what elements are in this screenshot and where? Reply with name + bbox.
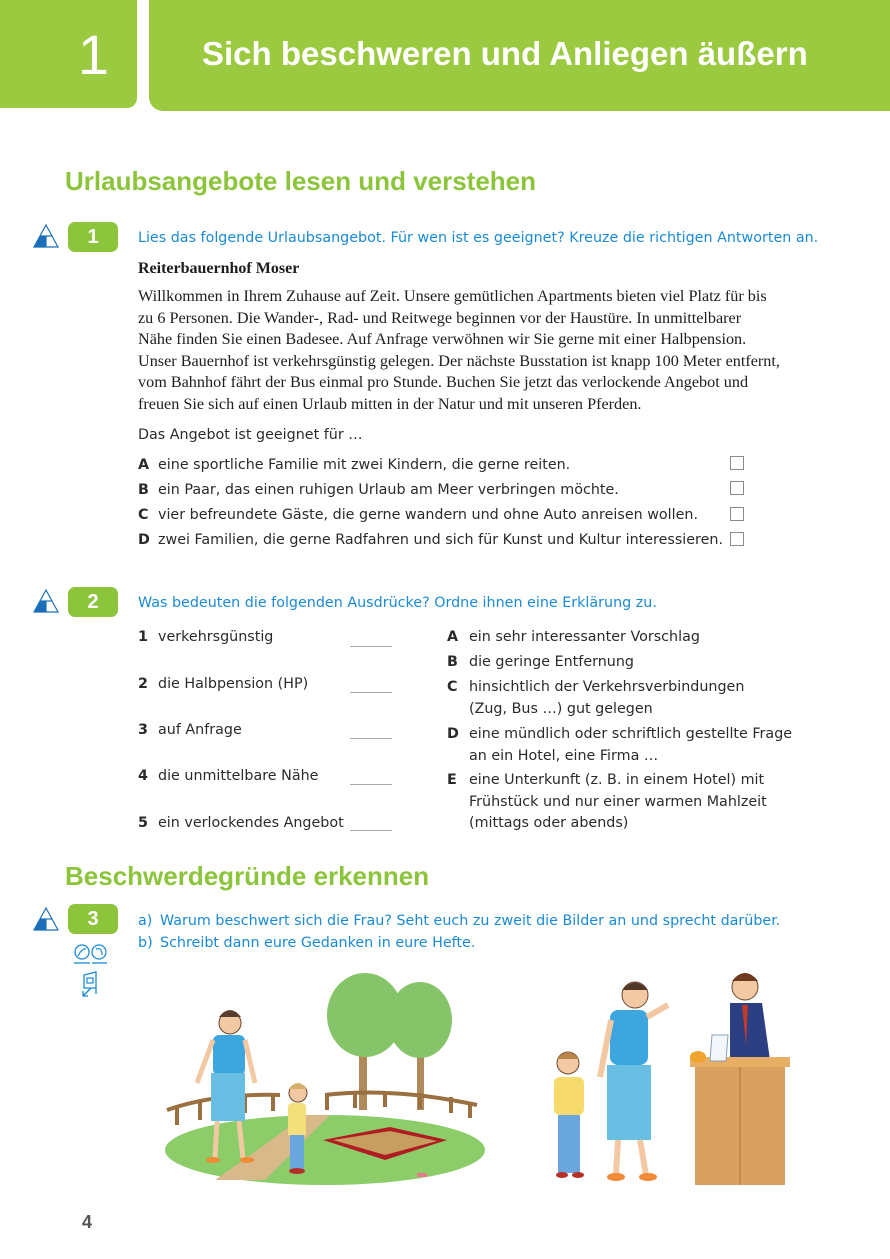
page-number: 4: [82, 1212, 93, 1232]
definition-line: an ein Hotel, eine Firma …: [469, 747, 659, 764]
exercise-number-2: 2: [68, 587, 118, 617]
task-text: Warum beschwert sich die Frau? Seht euch zu zweit die Bilder an und sprecht darüber.: [160, 913, 781, 929]
term-text: verkehrsgünstig: [158, 629, 274, 645]
ad-line: freuen Sie sich auf einen Urlaub mitten in der Natur und mit unseren Pferden.: [138, 394, 642, 413]
option-letter: D: [138, 532, 150, 548]
checkbox-b[interactable]: [730, 481, 744, 495]
term-3: [138, 722, 242, 738]
definition-line: (mittags oder abends): [469, 815, 629, 831]
option-b: [138, 482, 619, 498]
ad-line: vom Bahnhof fährt der Bus einmal pro Stunde. Buchen Sie jetzt das verlockende Angebot und: [138, 373, 749, 392]
option-letter: A: [138, 457, 150, 473]
checkbox-c[interactable]: [730, 507, 744, 521]
exercise-number-1: 1: [68, 222, 118, 252]
exercise-2-instruction: Was bedeuten die folgenden Ausdrücke? Ordne ihnen eine Erklärung zu.: [138, 595, 657, 611]
section-heading-urlaub: Urlaubsangebote lesen und verstehen: [65, 166, 537, 196]
option-text: eine sportliche Familie mit zwei Kindern, die gerne reiten.: [158, 457, 571, 473]
task-a: [138, 913, 780, 929]
term-text: die Halbpension (HP): [158, 676, 309, 692]
ad-line: Nähe finden Sie einen Badesee. Auf Anfrage verwöhnen wir Sie gerne mit einer Halbpension.: [138, 330, 747, 349]
definition-a: [447, 627, 700, 649]
checkbox-d[interactable]: [730, 532, 744, 546]
definition-line: (Zug, Bus …) gut gelegen: [469, 700, 653, 717]
answer-blank-2[interactable]: [350, 692, 392, 693]
term-2: [138, 676, 308, 692]
option-c: [138, 507, 698, 523]
difficulty-triangle-icon: [33, 589, 59, 613]
term-5: [138, 815, 344, 831]
option-text: vier befreundete Gäste, die gerne wandern und ohne Auto anreisen wollen.: [158, 507, 699, 523]
ad-line: Unser Bauernhof ist verkehrsgünstig gelegen. Der nächste Busstation ist knapp 100 Meter entfernt,: [138, 351, 780, 370]
option-text: ein Paar, das einen ruhigen Urlaub am Meer verbringen möchte.: [158, 482, 619, 498]
definition-letter: D: [447, 726, 459, 742]
term-number: 3: [138, 722, 148, 738]
definition-line: Frühstück und nur einer warmen Mahlzeit: [469, 793, 767, 810]
task-text: Schreibt dann eure Gedanken in eure Hefte.: [160, 935, 476, 951]
definition-letter: A: [447, 629, 459, 645]
definition-letter: E: [447, 772, 457, 788]
ad-body: [138, 286, 828, 416]
pair-work-icon: [72, 943, 110, 965]
option-d: [138, 532, 723, 548]
option-letter: B: [138, 482, 149, 498]
section-heading-beschwerde: Beschwerdegründe erkennen: [65, 861, 430, 891]
definition-b: [447, 652, 634, 674]
term-text: auf Anfrage: [158, 722, 242, 738]
chapter-title: Sich beschweren und Anliegen äußern: [149, 0, 890, 111]
difficulty-triangle-icon: [33, 224, 59, 248]
illustration-park-sandbox: [155, 965, 495, 1190]
task-b: [138, 935, 475, 951]
definition-letter: B: [447, 654, 458, 670]
definition-line: hinsichtlich der Verkehrsverbindungen: [469, 679, 745, 695]
ad-title: Reiterbauernhof Moser: [138, 260, 300, 277]
definition-letter: C: [447, 679, 458, 695]
option-letter: C: [138, 507, 149, 523]
ad-line: Willkommen in Ihrem Zuhause auf Zeit. Unsere gemütlichen Apartments bieten viel Platz für bis: [138, 287, 767, 305]
term-4: [138, 768, 318, 784]
exercise-number-3: 3: [68, 904, 118, 934]
definition-line: die geringe Entfernung: [469, 654, 635, 670]
term-text: ein verlockendes Angebot: [158, 815, 344, 831]
answer-blank-3[interactable]: [350, 738, 392, 739]
answer-blank-5[interactable]: [350, 830, 392, 831]
answer-blank-1[interactable]: [350, 646, 392, 647]
definition-c: [447, 677, 744, 720]
options-lead: Das Angebot ist geeignet für …: [138, 427, 363, 443]
term-number: 4: [138, 768, 148, 784]
ad-line: zu 6 Personen. Die Wander-, Rad- und Reitwege beginnen vor der Haustüre. In unmittelbarer: [138, 308, 742, 327]
definition-line: eine mündlich oder schriftlich gestellte Frage: [469, 726, 793, 742]
term-number: 5: [138, 815, 148, 831]
difficulty-triangle-icon: [33, 907, 59, 931]
task-label: a): [138, 913, 153, 929]
term-text: die unmittelbare Nähe: [158, 768, 319, 784]
term-number: 2: [138, 676, 148, 692]
definition-line: eine Unterkunft (z. B. in einem Hotel) mit: [469, 772, 765, 788]
exercise-1-instruction: Lies das folgende Urlaubsangebot. Für wen ist es geeignet? Kreuze die richtigen Antworten an.: [138, 230, 819, 246]
option-a: [138, 457, 570, 473]
option-text: zwei Familien, die gerne Radfahren und sich für Kunst und Kultur interessieren.: [158, 532, 724, 548]
chapter-number: 1: [0, 0, 137, 108]
term-number: 1: [138, 629, 148, 645]
definition-line: ein sehr interessanter Vorschlag: [469, 629, 700, 645]
term-1: [138, 629, 273, 645]
definition-d: [447, 724, 792, 767]
checkbox-a[interactable]: [730, 456, 744, 470]
answer-blank-4[interactable]: [350, 784, 392, 785]
task-label: b): [138, 935, 153, 951]
illustration-hotel-reception: [540, 965, 790, 1190]
definition-e: [447, 770, 767, 835]
write-in-notebook-icon: [80, 970, 102, 998]
